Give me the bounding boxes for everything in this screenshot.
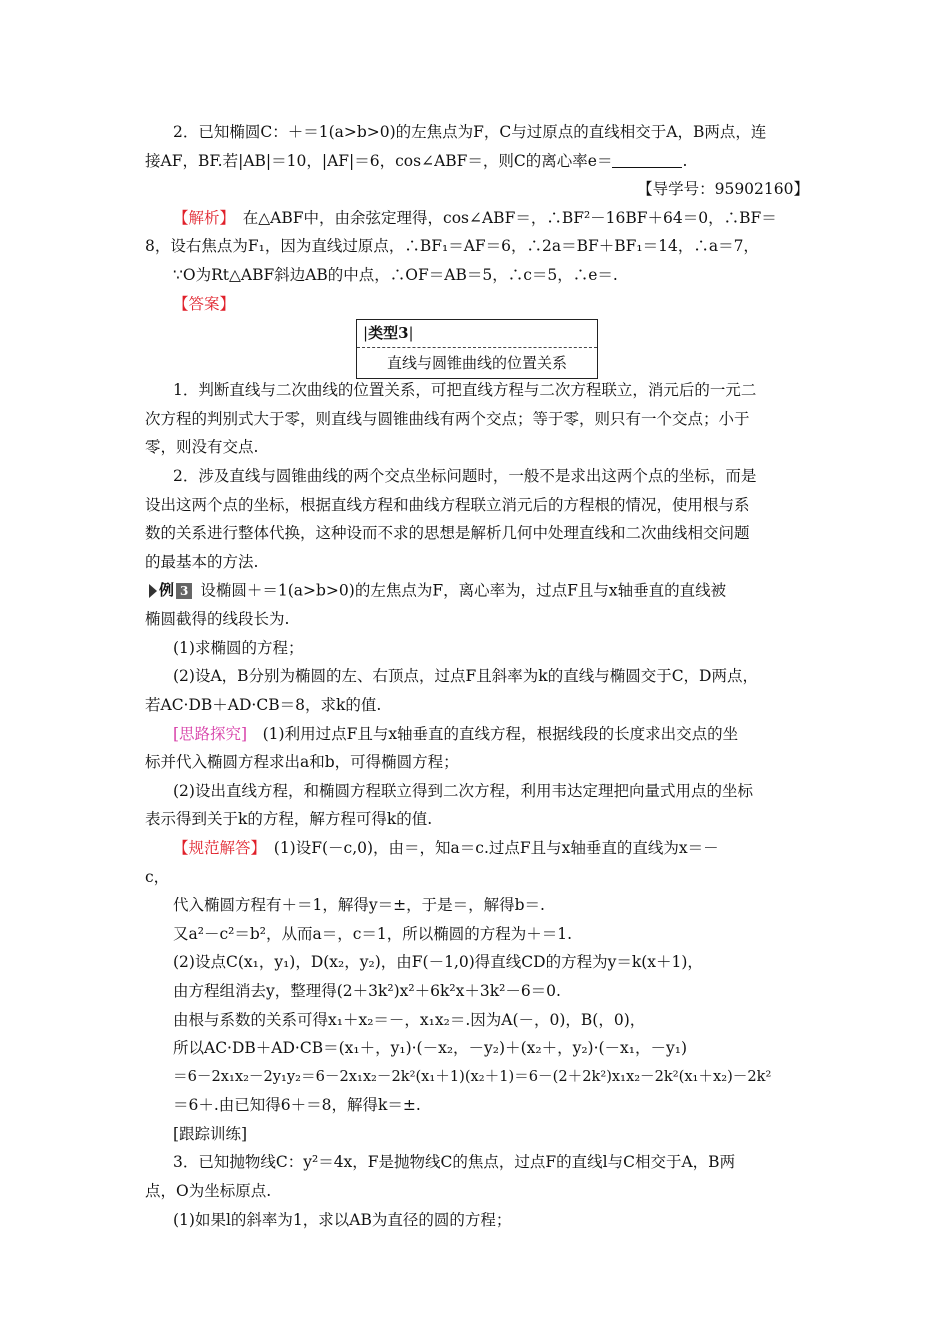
- document-page: [145, 118, 817, 1234]
- analysis-label: 【解析】: [173, 208, 228, 227]
- type-box: [356, 319, 598, 379]
- example-3-line-2: 椭圆截得的线段长为.: [145, 610, 290, 629]
- guide-number: 【导学号：95902160】: [637, 180, 809, 199]
- thinking-label: [思路探究]: [173, 724, 248, 743]
- type-box-right-mark: |: [408, 324, 414, 342]
- answer-label: 【答案】: [173, 294, 236, 313]
- example-3-question-1: (1)求椭圆的方程；: [173, 638, 304, 657]
- thinking-text-1: (1)利用过点F且与x轴垂直的直线方程，根据线段的长度求出交点的坐: [247, 724, 739, 743]
- solution-line-9: ＝6－2x₁x₂－2y₁y₂＝6－2x₁x₂－2k²(x₁＋1)(x₂＋1)＝6－(2＋2k²)x₁x₂－2k²(x₁＋x₂)－2k²: [173, 1067, 772, 1085]
- thinking-line-3: (2)设出直线方程，和椭圆方程联立得到二次方程，利用韦达定理把向量式用点的坐标: [173, 781, 753, 800]
- solution-line-4: 又a²－c²＝b²，从而a＝，c＝1，所以椭圆的方程为＋＝1.: [173, 924, 573, 943]
- analysis-line-1: [145, 204, 817, 233]
- type-box-title: [357, 320, 597, 348]
- practice-line-2: 点，O为坐标原点.: [145, 1182, 272, 1201]
- solution-line-7: 由根与系数的关系可得x₁＋x₂＝－，x₁x₂＝.因为A(－，0)，B(，0)，: [173, 1010, 646, 1029]
- problem-2-line-2-end: .: [682, 151, 688, 170]
- problem-2-line-2-text: 接AF，BF.若|AB|＝10，|AF|＝6，cos∠ABF＝，则C的离心率e＝: [145, 151, 613, 170]
- example-3-question-2-line-2: 若AC·DB＋AD·CB＝8，求k的值.: [145, 695, 382, 714]
- type-box-title-text: 类型3: [368, 324, 409, 342]
- analysis-line-3: ∵O为Rt△ABF斜边AB的中点，∴OF＝AB＝5，∴c＝5，∴e＝.: [173, 265, 618, 284]
- practice-line-1: 3．已知抛物线C：y²＝4x，F是抛物线C的焦点，过点F的直线l与C相交于A，B两: [173, 1153, 736, 1172]
- note-2-line-3: 数的关系进行整体代换，这种设而不求的思想是解析几何中处理直线和二次曲线相交问题: [145, 524, 750, 543]
- practice-question-1: (1)如果l的斜率为1，求以AB为直径的圆的方程；: [173, 1210, 512, 1229]
- example-3-text-1: 设椭圆＋＝1(a>b>0)的左焦点为F，离心率为，过点F且与x轴垂直的直线被: [200, 581, 727, 600]
- solution-text-1: (1)设F(－c,0)，由＝，知a＝c.过点F且与x轴垂直的直线为x＝－: [258, 838, 719, 857]
- thinking-line-4: 表示得到关于k的方程，解方程可得k的值.: [145, 810, 433, 829]
- solution-line-10: ＝6＋.由已知得6＋＝8，解得k＝±.: [173, 1096, 421, 1115]
- solution-line-1: [145, 834, 817, 863]
- problem-2-line-2: [145, 147, 817, 176]
- problem-2-line-1: 2．已知椭圆C：＋＝1(a>b>0)的左焦点为F，C与过原点的直线相交于A，B两点，连: [173, 123, 767, 141]
- note-2-line-4: 的最基本的方法.: [145, 552, 259, 571]
- thinking-line-2: 标并代入椭圆方程求出a和b，可得椭圆方程；: [145, 753, 459, 772]
- solution-line-5: (2)设点C(x₁，y₁)，D(x₂，y₂)，由F(－1,0)得直线CD的方程为y＝k(x＋1)，: [173, 953, 703, 972]
- practice-label: [跟踪训练]: [173, 1124, 248, 1143]
- example-badge: [149, 576, 192, 605]
- solution-line-8: 所以AC·DB＋AD·CB＝(x₁＋，y₁)·(－x₂，－y₂)＋(x₂＋，y₂)·(－x₁，－y₁): [173, 1039, 688, 1058]
- note-2-line-1: 2．涉及直线与圆锥曲线的两个交点坐标问题时，一般不是求出这两个点的坐标，而是: [173, 466, 757, 485]
- analysis-line-2: 8，设右焦点为F₁，因为直线过原点，∴BF₁＝AF＝6，∴2a＝BF＋BF₁＝14，∴a＝7，: [145, 237, 759, 256]
- example-badge-number: 3: [176, 583, 192, 599]
- note-1-line-3: 零，则没有交点.: [145, 438, 259, 457]
- play-arrow-icon: [149, 584, 157, 598]
- example-badge-text: 例: [159, 581, 175, 600]
- answer-blank: [612, 151, 682, 168]
- note-1-line-2: 次方程的判别式大于零，则直线与圆锥曲线有两个交点；等于零，则只有一个交点；小于: [145, 409, 750, 428]
- note-2-line-2: 设出这两个点的坐标，根据直线方程和曲线方程联立消元后的方程根的情况，使用根与系: [145, 495, 750, 514]
- example-3-line-1: [145, 576, 817, 605]
- thinking-line-1: [145, 720, 817, 749]
- analysis-text-1: 在△ABF中，由余弦定理得，cos∠ABF＝，∴BF²－16BF＋64＝0，∴BF＝: [227, 208, 777, 227]
- solution-line-6: 由方程组消去y，整理得(2＋3k²)x²＋6k²x＋3k²－6＝0.: [173, 981, 561, 1000]
- note-1-line-1: 1．判断直线与二次曲线的位置关系，可把直线方程与二次方程联立，消元后的一元二: [173, 381, 757, 400]
- solution-line-3: 代入椭圆方程有＋＝1，解得y＝±，于是＝，解得b＝.: [173, 896, 545, 915]
- solution-label: 【规范解答】: [173, 838, 259, 857]
- example-3-question-2-line-1: (2)设A，B分别为椭圆的左、右顶点，过点F且斜率为k的直线与椭圆交于C，D两点，: [173, 667, 758, 686]
- type-box-left-mark: |: [363, 324, 369, 342]
- type-box-subtitle: 直线与圆锥曲线的位置关系: [386, 354, 567, 372]
- solution-line-2: c，: [145, 867, 170, 886]
